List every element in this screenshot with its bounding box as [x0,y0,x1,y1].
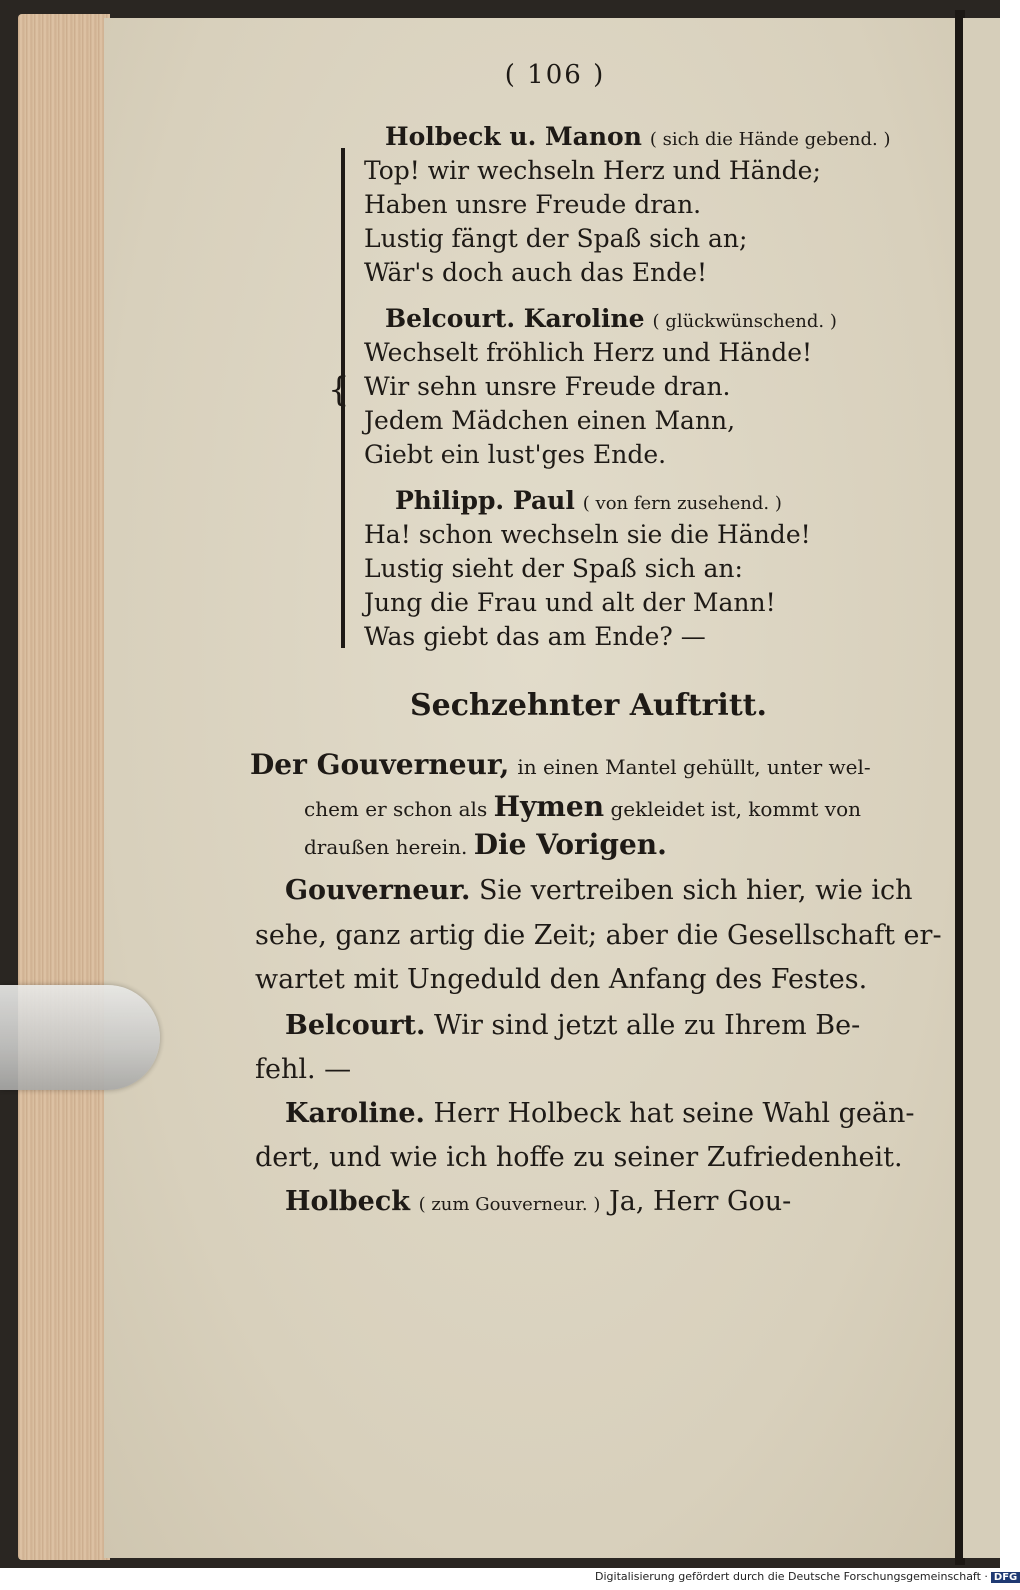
stanza-2-line: Giebt ein lust'ges Ende. [364,440,667,469]
stanza-2-line: Wechselt fröhlich Herz und Hände! [364,338,813,367]
dialogue-line: Holbeck ( zum Gouverneur. ) Ja, Herr Gou- [285,1186,792,1217]
scanner-clamp [0,985,160,1090]
stanza-1-line: Lustig fängt der Spaß sich an; [364,224,748,253]
stanza-3-line: Ha! schon wechseln sie die Hände! [364,520,811,549]
dialogue-line: Belcourt. Wir sind jetzt alle zu Ihrem Be- [285,1010,861,1041]
scene-heading: Sechzehnter Auftritt. [410,688,767,723]
stanza-1-speakers: Holbeck u. Manon ( sich die Hände gebend. ) [385,122,891,151]
dialogue-line: Gouverneur. Sie vertreiben sich hier, wie ich [285,875,913,906]
stanza-3-line: Jung die Frau und alt der Mann! [364,588,776,617]
stanza-2-line: Wir sehn unsre Freude dran. [364,372,731,401]
dialogue-line: fehl. — [255,1054,352,1085]
page-edges [18,14,110,1560]
stanza-1-line: Haben unsre Freude dran. [364,190,702,219]
stage-direction-line: chem er schon als Hymen gekleidet ist, kommt von [304,790,861,823]
dialogue-line: wartet mit Ungeduld den Anfang des Festes. [255,964,868,995]
stanza-2-line: Jedem Mädchen einen Mann, [364,406,736,435]
facing-page-edge [963,18,1000,1558]
stanza-3-speakers: Philipp. Paul ( von fern zusehend. ) [395,486,782,515]
dialogue-line: Karoline. Herr Holbeck hat seine Wahl geän- [285,1098,915,1129]
digitization-footer: Digitalisierung gefördert durch die Deutsche Forschungsgemeinschaft · DFG [595,1570,1020,1583]
stanza-1-line: Wär's doch auch das Ende! [364,258,708,287]
dialogue-line: dert, und wie ich hoffe zu seiner Zufriedenheit. [255,1142,903,1173]
stanza-2-speakers: Belcourt. Karoline ( glückwünschend. ) [385,304,837,333]
stage-direction-line: draußen herein. Die Vorigen. [304,828,667,861]
dfg-logo: DFG [991,1572,1020,1583]
stage-direction-line: Der Gouverneur, in einen Mantel gehüllt, unter wel- [250,748,871,781]
dialogue-line: sehe, ganz artig die Zeit; aber die Gesellschaft er- [255,920,942,951]
brace-tip: { [328,370,350,410]
stanza-3-line: Lustig sieht der Spaß sich an: [364,554,743,583]
stanza-1-line: Top! wir wechseln Herz und Hände; [364,156,821,185]
stanza-3-line: Was giebt das am Ende? — [364,622,706,651]
page-number: ( 106 ) [504,60,606,90]
